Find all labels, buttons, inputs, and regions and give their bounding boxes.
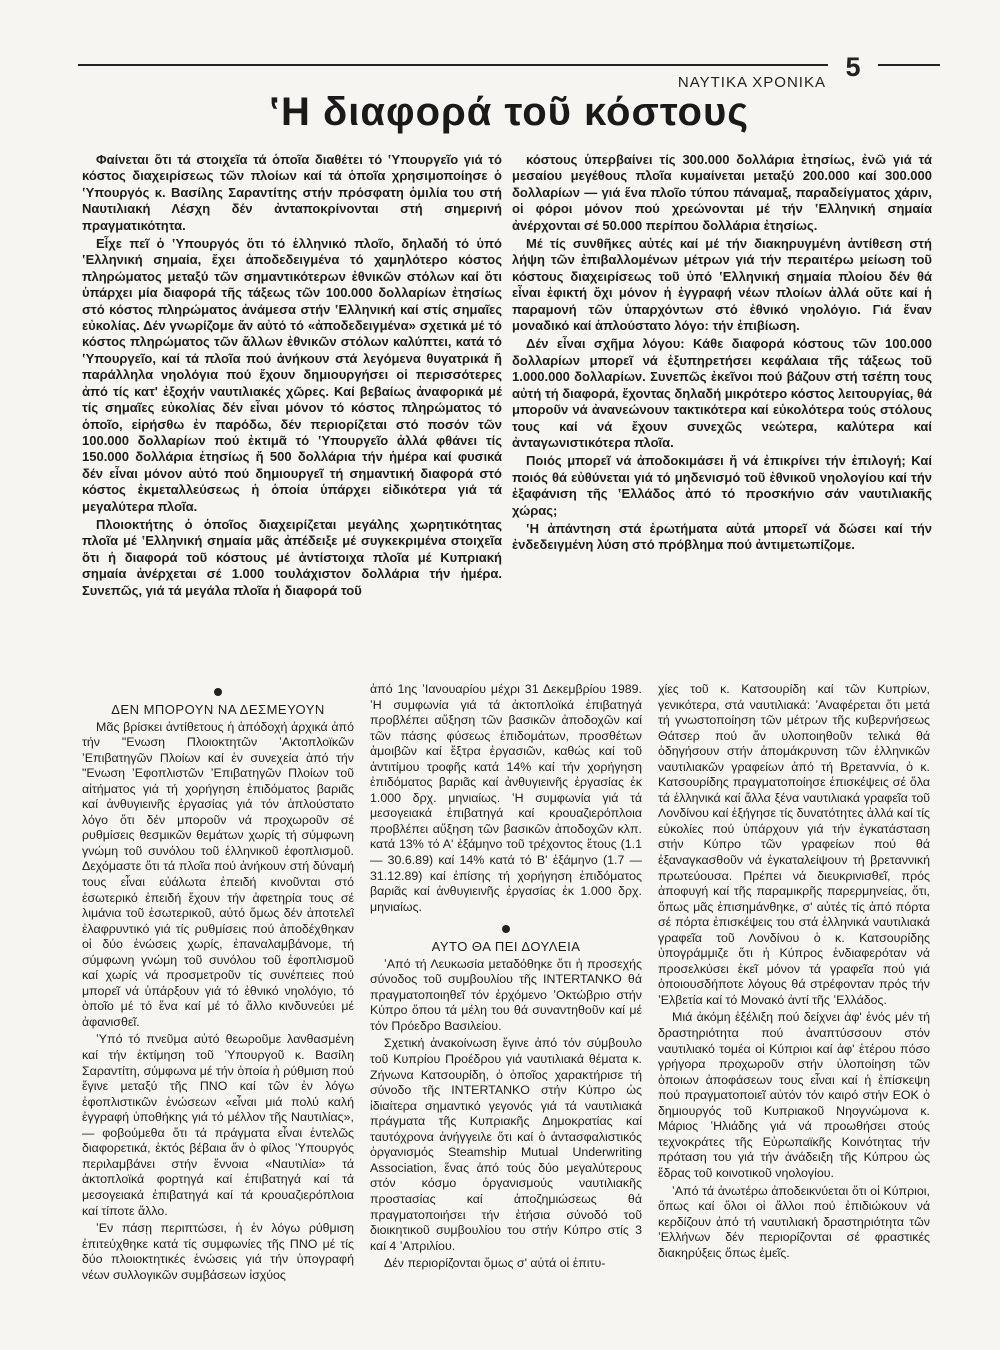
news-column-2 xyxy=(370,682,642,1307)
paragraph: ʼΑπό τά ἀνωτέρω ἀποδεικνύεται ὅτι οἱ Κύπριοι, ὅπως καί ὅλοι οἱ ἄλλοι πού ἐπιδιώκουν νά κερδίζουν ἀπό τή ναυτιλιακή δραστηριότητα τῶν ʽΕλλήνων δέν περιορίζονται σέ φραστικές διακηρύξεις ὅπως ἐμεῖς. xyxy=(658,1183,930,1260)
paragraph: ʼΕν πάσῃ περιπτώσει, ἡ ἐν λόγω ρύθμιση ἐπιτεύχθηκε κατά τίς συμφωνίες τῆς ΠΝΟ μέ τίς δύο πλοιοκτητικές ἑνώσεις γιά τήν ὑπογραφή νέων συλλογικῶν συμβάσεων ἰσχύος xyxy=(82,1221,354,1282)
paragraph: κόστους ὑπερβαίνει τίς 300.000 δολλάρια ἐτησίως, ἐνῶ γιά τά μεσαίου μεγέθους πλοῖα κυμαίνεται μεταξύ 200.000 καί 300.000 δολλαρίων — γιά ἕνα πλοῖο τύπου πάναμαξ, παραδείγματος χάριν, οἱ φόροι μόνον πού χρεώνονται μέ τήν ʽΕλληνική σημαία ἀνέρχονται σέ 50.000 περίπου δολλάρια ἐτησίως. xyxy=(512,152,932,233)
section-bullet xyxy=(214,688,222,696)
page-number: 5 xyxy=(845,52,861,82)
news-column-1 xyxy=(82,682,354,1307)
paragraph: Σχετική ἀνακοίνωση ἔγινε ἀπό τόν σύμβουλο τοῦ Κυπρίου Προέδρου γιά ναυτιλιακά θέματα κ. Ζήνωνα Κατσουρίδη, ὁ ὁποῖος χαρακτήρισε τή σύνοδο τῆς INTERTANKO στήν Κύπρο ὡς ἰδιαίτερα σημαντικό γεγονός γιά τά ναυτιλιακά πράγματα τῆς Κυπριακῆς Δημοκρατίας καί ταυτόχρονα ἀνήγγειλε ὅτι καί ὁ ἀντασφαλιστικός ὀργανισμός Steamship Mutual Underwriting Association, ἕνας ἀπό τούς δύο μεγαλύτερους στόν κόσμο ὀργανισμούς ναυτιλιακῆς προστασίας καί ἀποζημιώσεως θά πραγματοποιήσει τήν ἐτήσια σύνοδό τοῦ διοικητικοῦ συμβουλίου του στήν Κύπρο στίς 3 καί 4 ʼΑπριλίου. xyxy=(370,1036,642,1253)
paragraph: ʽΗ ἀπάντηση στά ἐρωτήματα αὐτά μπορεῖ νά δώσει καί τήν ἐνδεδειγμένη λύση στό πρόβλημα πού ἀντιμετωπίζομε. xyxy=(512,520,932,553)
section-bullet xyxy=(502,925,510,933)
paragraph: ἀπό 1ης ʼΙανουαρίου μέχρι 31 Δεκεμβρίου 1989. ʽΗ συμφωνία γιά τά ἀκτοπλοϊκά ἐπιβατηγά προβλέπει αὔξηση τῶν βασικῶν ἀποδοχῶν καί τῶν πάσης φύσεως ἐπιδομάτων, προσθέτων ἀμοιβῶν καί ἔξτρα ἐργασιῶν, καθώς καί τοῦ ἀντιτίμου τροφῆς κατά 14% καί τήν χορήγηση ἐπιδόματος βαριᾶς καί ἀνθυγιεινῆς ἐργασίας ἐκ 1.000 δρχ. μηνιαίως. ʽΗ συμφωνία γιά τά μεσογειακά ἐπιβατηγά καί κρουαζιερόπλοια προβλέπει αὔξηση τῶν βασικῶν ἀποδοχῶν κλπ. κατά 13% τό Α' ἑξάμηνο τοῦ τρέχοντος ἔτους (1.1 — 30.6.89) καί 14% κατά τό Β' ἑξάμηνο (1.7 — 31.12.89) καί ἐπίσης τή χορήγηση ἐπιδόματος βαριᾶς καί ἀνθυγιεινῆς ἐργασίας ἐκ 1.000 δρχ. μηνιαίως. xyxy=(370,682,642,914)
paragraph: Μᾶς βρίσκει ἀντίθετους ἡ ἀπόδοχή ἀρχικά ἀπό τήν "Ενωση Πλοιοκτητῶν ʼΑκτοπλοϊκῶν ʼΕπιβατηγῶν Πλοίων καί ἐν συνεχεία ἀπό τήν "Ενωση ʼΕφοπλιστῶν ʼΕπιβατηγῶν Πλοίων τοῦ αἰτήματος γιά τή χορήγηση ἐπιδόματος βαριᾶς καί ἀνθυγιεινῆς ἐργασίας γιά τόν ἁπλούστατο λόγο ὅτι δέν μποροῦν νά προχωροῦν σέ ρυθμίσεις θεσμικῶν θεμάτων χωρίς τή σύμφωνη γνώμη τοῦ συνόλου τοῦ ἑλληνικοῦ ἐφοπλισμοῦ. Δεχόμαστε ὅτι τά πλοῖα πού ἀνήκουν στή δύναμή τους εἶναι εὐάλωτα ἐπειδή κινοῦνται στό ἐσωτερικό ἐπειδή ἔχουν τήν ἀφετηρία τους σέ λιμάνια τοῦ ἐσωτερικοῦ, αὐτό ὅμως δέν ἀποτελεῖ ἐλαφρυντικό γιά τίς ρυθμίσεις πού ἀποδέχθηκαν οἱ δύο ἑνώσεις χωρίς, ἐπαναλαμβάνομε, τή σύμφωνη γνώμη τοῦ συνόλου τοῦ ἐφοπλισμοῦ καί χωρίς νά προσμετροῦν τίς συνέπειες πού μπορεῖ νά ὑπάρξουν γιά τό ἐθνικό νηολόγιο, τό ὁποῖο μέ τό ἕνα καί μέ τό ἄλλο κινδυνεύει μέ ἀφανισθεῖ. xyxy=(82,719,354,1029)
article-headline: ʽΗ διαφορά τοῦ κόστους xyxy=(268,90,750,134)
paragraph: ʽΥπό τό πνεῦμα αὐτό θεωροῦμε λανθασμένη καί τήν ἐκτίμηση τοῦ ʽΥπουργοῦ κ. Βασίλη Σαραντίτη, σύμφωνα μέ τήν ὁποία ἡ ρύθμιση πού ἔγινε μεταξύ τῆς ΠΝΟ καί τῶν ἐν λόγω ἐφοπλιστικῶν ἑνώσεων «εἶναι μιά πολύ καλή ἐγγραφή ὑποθήκης γιά τό μέλλον τῆς Ναυτιλίας», — φοβούμεθα ὅτι τά πράγματα εἶναι ἐντελῶς διαφορετικά, ἐκτός βέβαια ἄν ὁ φίλος ʽΥπουργός περιλαμβάνει στήν ἔννοια «Ναυτιλία» τά ἀκτοπλοϊκά φορτηγά καί ἐπιβατηγά καί τά μεσογειακά ἐπιβατηγά καί τά κρουαζιερόπλοια καί τίποτε ἄλλο. xyxy=(82,1032,354,1218)
newspaper-name: ΝΑΥΤΙΚΑ ΧΡΟΝΙΚΑ xyxy=(677,74,826,91)
paragraph: Ποιός μπορεῖ νά ἀποδοκιμάσει ἤ νά ἐπικρίνει τήν ἐπιλογή; Καί ποιός θά εὐθύνεται γιά τό μηδενισμό τοῦ ἐθνικοῦ νηολογίου καί τήν ἐξαφάνιση τῆς ʽΕλλάδος ἀπό τό προσκήνιο σάν ναυτιλιακῆς χώρας; xyxy=(512,453,932,518)
news-column-3 xyxy=(658,682,930,1307)
section-heading: ΑΥΤΟ ΘΑ ΠΕΙ ΔΟΥΛΕΙΑ xyxy=(431,939,581,955)
paragraph: Μέ τίς συνθῆκες αὐτές καί μέ τήν διακηρυγμένη ἀντίθεση στή λήψη τῶν ἐπιβαλλομένων μέτρων γιά τήν περαιτέρω μείωση τοῦ κόστους διαχειρίσεως τοῦ ὑπό ʽΕλληνική σημαία πλοίου δέν θά εἶναι ἐφικτή ὄχι μόνον ἡ ἐγγραφή νέων πλοίων ἀλλά οὔτε καί ἡ παραμονή τῶν ὑπαρχόντων στό ἐθνικό νηολόγιο. Γιά ἕναν μοναδικό καί ἁπλούστατο λόγο: τήν ἐπιβίωση. xyxy=(512,236,932,334)
paragraph: ʼΑπό τή Λευκωσία μεταδόθηκε ὅτι ἡ προσεχής σύνοδος τοῦ συμβουλίου τῆς INTERTANKO θά πραγματοποιηθεῖ τόν ἐρχόμενο ʼΟκτώβριο στήν Κύπρο ὅπου τά μέλη του θά συναντηθοῦν καί μέ τόν Πρόεδρο Βασιλείου. xyxy=(370,956,642,1033)
paragraph: Δέν περιορίζονται ὅμως σ' αὐτά οἱ ἐπιτυ- xyxy=(384,1256,606,1271)
paragraph: χίες τοῦ κ. Κατσουρίδη καί τῶν Κυπρίων, γενικότερα, στά ναυτιλιακά: ʼΑναφέρεται ὅτι μετά τή γνωστοποίηση τῶν μέτρων τῆς κυβερνήσεως Θάτσερ πού ἄν υλοποιηθοῦν τελικά θά ὁδηγήσουν στήν ἀπομάκρυνση τῶν ἑλληνικῶν ναυτιλιακῶν γραφείων ἀπό τή Βρεταννία, ὁ κ. Κατσουρίδης πραγματοποίησε ἐπισκέψεις σέ ὅλα τά ἑλληνικά καί ἄλλα ξένα ναυτιλιακά γραφεῖα τοῦ Λονδίνου καί ἐξήγησε τίς δυνατότητες ἀλλά καί τίς εὐκολίες πού ὑπάρχουν γιά τήν ἐγκατάσταση στήν Κύπρο τῶν γραφείων πού θά ἐξαναγκασθοῦν νά ἐγκαταλείψουν τή βρεταννική πρωτεύουσα. Πρέπει νά διευκρινισθεῖ, πρός ἀποφυγή καί τῆς παραμικρῆς παρερμηνείας, ὅτι, ὅπως μᾶς ἐπισημάνθηκε, σ' αὐτές τίς ἀπό πόρτα σέ πόρτα ἐπισκέψεις του στά ἑλληνικά ναυτιλιακά γραφεῖα τοῦ Λονδίνου ὁ κ. Κατσουρίδης ὑπογράμμιζε ὅτι ἡ Κύπρος ἐνδιαφερόταν νά προσελκύσει ἐκεῖ μόνον τά γραφεῖα πού γιά ὁποιουσδήποτε λόγους θά στρέφονταν πρός τήν ʽΕλβετία καί τό Μονακό ἀντί τῆς ʽΕλλάδος. xyxy=(658,682,930,1007)
section-heading: ΔΕΝ ΜΠΟΡΟΥΝ ΝΑ ΔΕΣΜΕΥΟΥΝ xyxy=(111,702,325,717)
article-column-left xyxy=(82,152,502,647)
masthead-rule-left xyxy=(78,64,828,66)
paragraph: Μιά ἀκόμη ἐξέλιξη πού δείχνει ἀφ' ἑνός μέν τή δραστηριότητα πού ἀναπτύσσουν στόν ναυτιλιακό τομέα οἱ Κύπριοι καί ἀφ' ἑτέρου πόσο γρήγορα προχωροῦν στήν ὑλοποίηση τῶν ὁποιων ἀποφάσεων τους εἶναι καί ἡ ἐπίσκεψη πού πραγματοποιεῖ αὐτόν τόν καιρό στήν ΕΟΚ ὁ δημιουργός τοῦ Κυπριακοῦ Νηογνώμονα κ. Μάριος ʽΗλιάδης γιά νά προωθήσει στούς τεχνοκράτες τῆς Εὐρωπαϊκῆς Κοινότητας τήν πρόταση του γιά τήν ἀνάδειξη τῆς Κύπρου ὡς ἕδρας τοῦ κοινοτικοῦ νηολογίου. xyxy=(658,1010,930,1180)
paragraph: Πλοιοκτήτης ὁ ὁποῖος διαχειρίζεται μεγάλης χωρητικότητας πλοῖα μέ ʽΕλληνική σημαία μᾶς ἀπέδειξε μέ συγκεκριμένα στοιχεῖα ὅτι ἡ διαφορά τοῦ κόστους μέ ἀντίστοιχα πλοῖα μέ Κυπριακή σημαία ἀνέρχεται σέ 1.000 τουλάχιστον δολλάρια τήν ἡμέρα. Συνεπῶς, γιά τά μεγάλα πλοῖα ἡ διαφορά τοῦ xyxy=(82,516,502,598)
paragraph: Εἶχε πεῖ ὁ ʽΥπουργός ὅτι τό ἑλληνικό πλοῖο, δηλαδή τό ὑπό ʽΕλληνική σημαία, ἔχει ἀποδεδειγμένα τό χαμηλότερο κόστος πληρώματος μεταξύ τῶν σημαντικότερων ἐθνικῶν στόλων καί ὅτι ὑπάρχει μία διαφορά τῆς τάξεως τῶν 100.000 δολλαρίων ἐτησίως στό κόστος πληρώματος ἀνάμεσα στήν ʽΕλληνική καί στίς σημαῖες εὐκολίας. Δέν γνωρίζομε ἄν αὐτό τό «ἀποδεδειγμένα» σχετικά μέ τό κόστος πληρώματος τῶν ἄλλων ἐθνικῶν στόλων καλύπτει, κατά τό ʽΥπουργεῖο, καί τά πλοῖα πού ἀνήκουν στά λεγόμενα θυγατρικά ἤ παράλληλα νηολόγια πού ἔχουν δημιουργήσει οἱ περισσότερες ἀπό τίς κατ' ἐξοχήν ναυτιλιακές χῶρες. Καί βεβαίως ἀναφορικά μέ τίς σημαῖες εὐκολίας δέν εἶναι μόνον τό κόστος πληρώματος τό ὁποῖο, εἰρήσθω ἐν παρόδω, δέν περιορίζεται στό ποσόν τῶν 100.000 δολλαρίων πού ἐκτιμᾶ τό ʽΥπουργεῖο ἀλλά φθάνει τίς 150.000 δολλάρια ἐτησίως ἤ 500 δολλάρια τήν ἡμέρα καί φυσικά δέν εἶναι μόνον αὐτό πού δημιουργεῖ τή σημαντική διαφορά στό κόστος ἐκμεταλλεύσεως ἡ ὁποία ὑπάρχει εἰδικότερα γιά τά μεγαλύτερα πλοῖα. xyxy=(82,236,502,514)
article-column-right xyxy=(512,152,932,647)
masthead-rule-right xyxy=(878,64,940,66)
paragraph: Φαίνεται ὅτι τά στοιχεῖα τά ὁποῖα διαθέτει τό ʽΥπουργεῖο γιά τό κόστος διαχειρίσεως τῶν πλοίων καί τά ὁποῖα χρησιμοποίησε ὁ ʽΥπουργός κ. Βασίλης Σαραντίτης στήν πρόσφατη ὁμιλία του στή Ναυτιλιακή Λέσχη δέν ἀνταποκρίνονται στή σημερινή πραγματικότητα. xyxy=(82,152,502,233)
paragraph: Δέν εἶναι σχῆμα λόγου: Κάθε διαφορά κόστους τῶν 100.000 δολλαρίων μπορεῖ νά ἐξυπηρετήσει κεφάλαια τῆς τάξεως τοῦ 1.000.000 δολλαρίων. Συνεπῶς ἐκεῖνοι πού βάζουν στή τσέπη τους αὐτή τή διαφορά, ἔχοντας δηλαδή μικρότερο κόστος λειτουργίας, θά μποροῦν νά ἀνανεώνουν τακτικότερα καί εὐκολότερα τούς στόλους τους καί νά ἔχουν συνεχῶς νεώτερα, καλύτερα καί ἀνταγωνιστικότερα πλοῖα. xyxy=(512,336,932,450)
masthead xyxy=(78,52,940,92)
